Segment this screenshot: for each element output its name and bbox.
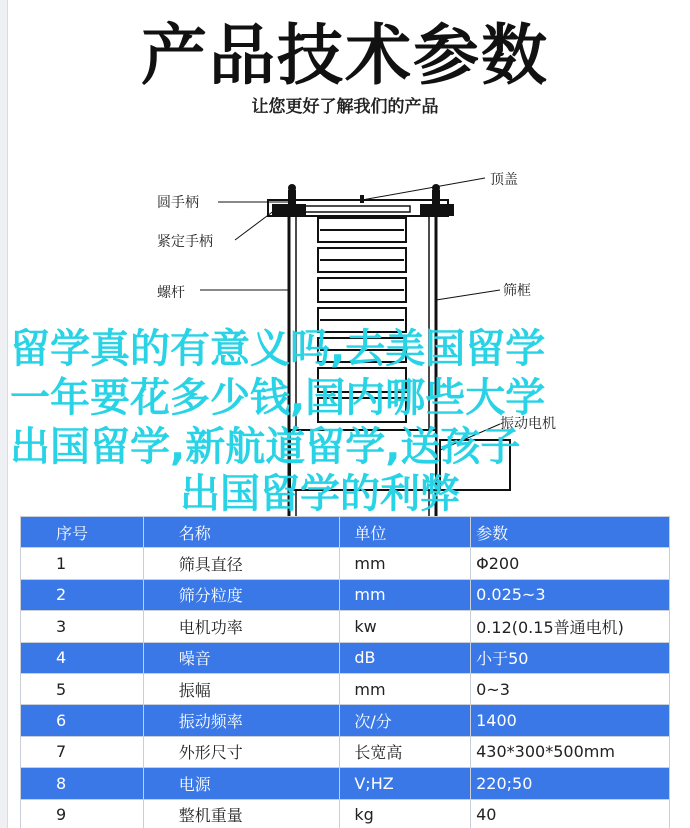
- cell-unit: mm: [340, 548, 471, 579]
- spec-table-header-row: [21, 517, 670, 548]
- label-sieve-frame: 筛框: [503, 283, 531, 299]
- cell-unit: 次/分: [340, 705, 471, 736]
- cell-index: 7: [21, 736, 144, 767]
- cell-name: 电机功率: [143, 611, 340, 642]
- cell-name: 振幅: [143, 673, 340, 704]
- header-unit: 单位: [340, 517, 471, 548]
- cell-name: 筛分粒度: [143, 579, 340, 610]
- overlay-headline-line-1[interactable]: 留学真的有意义吗,去美国留学: [10, 326, 546, 372]
- table-row: [21, 548, 670, 579]
- cell-unit: kg: [340, 799, 471, 828]
- cell-unit: kw: [340, 611, 471, 642]
- cell-unit: V;HZ: [340, 768, 471, 799]
- cell-name: 电源: [143, 768, 340, 799]
- cell-value: 0~3: [471, 673, 670, 704]
- page-subtitle: 让您更好了解我们的产品: [251, 97, 439, 117]
- cell-value: Φ200: [471, 548, 670, 579]
- overlay-headline-line-2[interactable]: 一年要花多少钱,国内哪些大学: [10, 375, 546, 421]
- cell-unit: dB: [340, 642, 471, 673]
- cell-value: 220;50: [471, 768, 670, 799]
- header-name: 名称: [143, 517, 340, 548]
- cell-value: 40: [471, 799, 670, 828]
- cell-value: 小于50: [471, 642, 670, 673]
- cell-unit: mm: [340, 673, 471, 704]
- overlay-headline-line-4[interactable]: 出国留学的利弊: [180, 471, 460, 517]
- cell-index: 9: [21, 799, 144, 828]
- overlay-headline-line-3[interactable]: 出国留学,新航道留学,送孩子: [10, 424, 521, 470]
- left-handle-shape: [288, 184, 296, 204]
- label-top-cover: 顶盖: [490, 172, 518, 188]
- cell-value: 1400: [471, 705, 670, 736]
- table-row: [21, 673, 670, 704]
- table-row: [21, 611, 670, 642]
- cell-value: 0.12(0.15普通电机): [471, 611, 670, 642]
- table-row: [21, 705, 670, 736]
- spec-table: [20, 516, 670, 828]
- cell-name: 噪音: [143, 642, 340, 673]
- cell-value: 430*300*500mm: [471, 736, 670, 767]
- cell-unit: mm: [340, 579, 471, 610]
- cell-index: 3: [21, 611, 144, 642]
- cell-unit: 长宽高: [340, 736, 471, 767]
- table-row: [21, 768, 670, 799]
- cell-index: 2: [21, 579, 144, 610]
- cell-index: 1: [21, 548, 144, 579]
- cell-name: 筛具直径: [143, 548, 340, 579]
- cell-index: 5: [21, 673, 144, 704]
- cell-value: 0.025~3: [471, 579, 670, 610]
- label-round-handle: 圆手柄: [157, 195, 199, 211]
- table-row: [21, 579, 670, 610]
- cell-name: 整机重量: [143, 799, 340, 828]
- table-row: [21, 642, 670, 673]
- header-index: 序号: [21, 517, 144, 548]
- page-title: 产品技术参数: [141, 17, 549, 94]
- table-row: [21, 736, 670, 767]
- cell-index: 4: [21, 642, 144, 673]
- cell-name: 振动频率: [143, 705, 340, 736]
- header-value: 参数: [471, 517, 670, 548]
- table-row: [21, 799, 670, 828]
- label-tighten-handle: 紧定手柄: [157, 234, 213, 250]
- label-vibration-motor: 振动电机: [500, 416, 556, 432]
- cell-index: 8: [21, 768, 144, 799]
- cell-index: 6: [21, 705, 144, 736]
- label-screw-rod: 螺杆: [157, 285, 185, 301]
- cell-name: 外形尺寸: [143, 736, 340, 767]
